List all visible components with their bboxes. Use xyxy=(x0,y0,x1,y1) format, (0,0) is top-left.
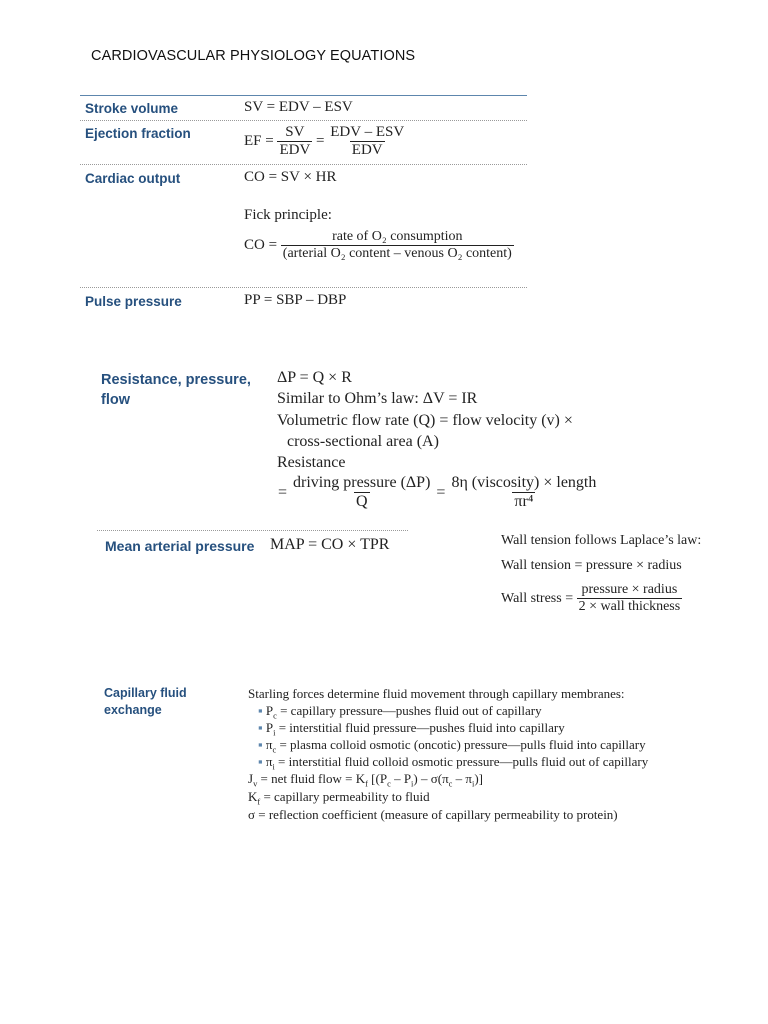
resistance-line-2: Similar to Ohm’s law: ΔV = IR xyxy=(277,390,478,407)
cardiac-output-label: Cardiac output xyxy=(85,171,181,186)
stroke-volume-equation: SV = EDV – ESV xyxy=(244,99,353,115)
capillary-label xyxy=(104,685,187,719)
pulse-pressure-label: Pulse pressure xyxy=(85,294,182,309)
fick-numerator: rate of O₂ consumption xyxy=(332,229,463,244)
wall-stress-fraction xyxy=(577,582,683,615)
ef-lhs: EF = xyxy=(244,133,274,150)
bullet-icon: ▪ xyxy=(258,703,263,718)
resistance-eq-mid: = xyxy=(436,483,446,501)
table-top-rule xyxy=(80,95,527,96)
resistance-frac2-denominator: πr⁴ xyxy=(514,493,534,511)
row-divider xyxy=(97,530,408,531)
ef-frac1-denominator: EDV xyxy=(279,142,311,159)
resistance-fraction-1 xyxy=(291,474,432,512)
fick-fraction xyxy=(281,229,514,262)
resistance-frac1-denominator: Q xyxy=(355,493,368,511)
ef-fraction-1 xyxy=(277,124,312,160)
resistance-line-4: cross-sectional area (A) xyxy=(287,433,439,450)
resistance-fraction-2 xyxy=(449,474,598,512)
capillary-label-line1: Capillary fluid xyxy=(104,686,187,700)
ef-frac2-numerator: EDV – ESV xyxy=(330,124,405,140)
resistance-label-line2: flow xyxy=(101,392,130,408)
fick-lhs: CO = xyxy=(244,237,278,254)
mean-arterial-pressure-label: Mean arterial pressure xyxy=(105,538,255,554)
row-divider xyxy=(80,120,527,121)
row-divider xyxy=(80,287,527,288)
capillary-intro: Starling forces determine fluid movement through capillary membranes: xyxy=(248,686,625,701)
mean-arterial-pressure-equation: MAP = CO × TPR xyxy=(270,536,390,553)
ejection-fraction-equation xyxy=(244,124,406,160)
wall-stress-equation xyxy=(501,582,682,615)
wall-stress-lhs: Wall stress = xyxy=(501,590,574,606)
resistance-eq-prefix: = xyxy=(278,483,288,501)
capillary-bullet-4: ▪ $\pi_i$ = interstitial fluid colloid osmotic pressure—pulls fluid out of capillary xyxy=(258,754,649,772)
resistance-frac1-numerator: driving pressure (ΔP) xyxy=(293,474,431,491)
resistance-line-5: Resistance xyxy=(277,454,346,471)
fick-principle-heading: Fick principle: xyxy=(244,207,332,223)
cardiac-output-equation: CO = SV × HR xyxy=(244,169,337,185)
resistance-frac2-numerator: 8η (viscosity) × length xyxy=(451,474,597,491)
kf-definition: $K_f$ = capillary permeability to fluid xyxy=(248,789,430,807)
wall-tension-line-2: Wall tension = pressure × radius xyxy=(501,558,682,573)
wall-tension-line-1: Wall tension follows Laplace’s law: xyxy=(501,533,702,548)
net-fluid-flow-equation: $J_v$ = net fluid flow = $K_f$ $[(P_c - P_i) - \sigma(\pi_c - \pi_i)]$ xyxy=(248,771,483,789)
resistance-equation xyxy=(278,474,598,512)
wall-stress-numerator: pressure × radius xyxy=(581,582,678,597)
resistance-label-line1: Resistance, pressure, xyxy=(101,372,251,388)
ef-fraction-2 xyxy=(328,124,406,160)
resistance-line-1: ΔP = Q × R xyxy=(277,369,352,386)
resistance-label xyxy=(101,370,251,410)
wall-stress-denominator: 2 × wall thickness xyxy=(578,599,681,615)
document-title: CARDIOVASCULAR PHYSIOLOGY EQUATIONS xyxy=(91,48,416,64)
stroke-volume-label: Stroke volume xyxy=(85,101,179,116)
ef-frac2-denominator: EDV xyxy=(351,142,383,159)
bullet-icon: ▪ xyxy=(258,754,263,769)
sigma-definition: σ = reflection coefficient (measure of capillary permeability to protein) xyxy=(248,807,618,822)
fick-denominator: (arterial O₂ content – venous O₂ content) xyxy=(282,246,512,262)
row-divider xyxy=(80,164,527,165)
ejection-fraction-label: Ejection fraction xyxy=(85,126,191,141)
resistance-line-3: Volumetric flow rate (Q) = flow velocity (v) × xyxy=(277,412,573,429)
fick-equation xyxy=(244,229,514,262)
ef-equals: = xyxy=(316,133,325,150)
bullet-icon: ▪ xyxy=(258,720,263,735)
bullet-icon: ▪ xyxy=(258,737,263,752)
capillary-bullet-3: ▪ $\pi_c$ = plasma colloid osmotic (oncotic) pressure—pulls fluid into capillary xyxy=(258,737,646,755)
capillary-bullet-2: ▪ $P_i$ = interstitial fluid pressure—pushes fluid into capillary xyxy=(258,720,565,738)
pulse-pressure-equation: PP = SBP – DBP xyxy=(244,292,347,308)
capillary-label-line2: exchange xyxy=(104,703,162,717)
capillary-bullet-1: ▪ $P_c$ = capillary pressure—pushes fluid out of capillary xyxy=(258,703,542,721)
ef-frac1-numerator: SV xyxy=(285,124,305,140)
